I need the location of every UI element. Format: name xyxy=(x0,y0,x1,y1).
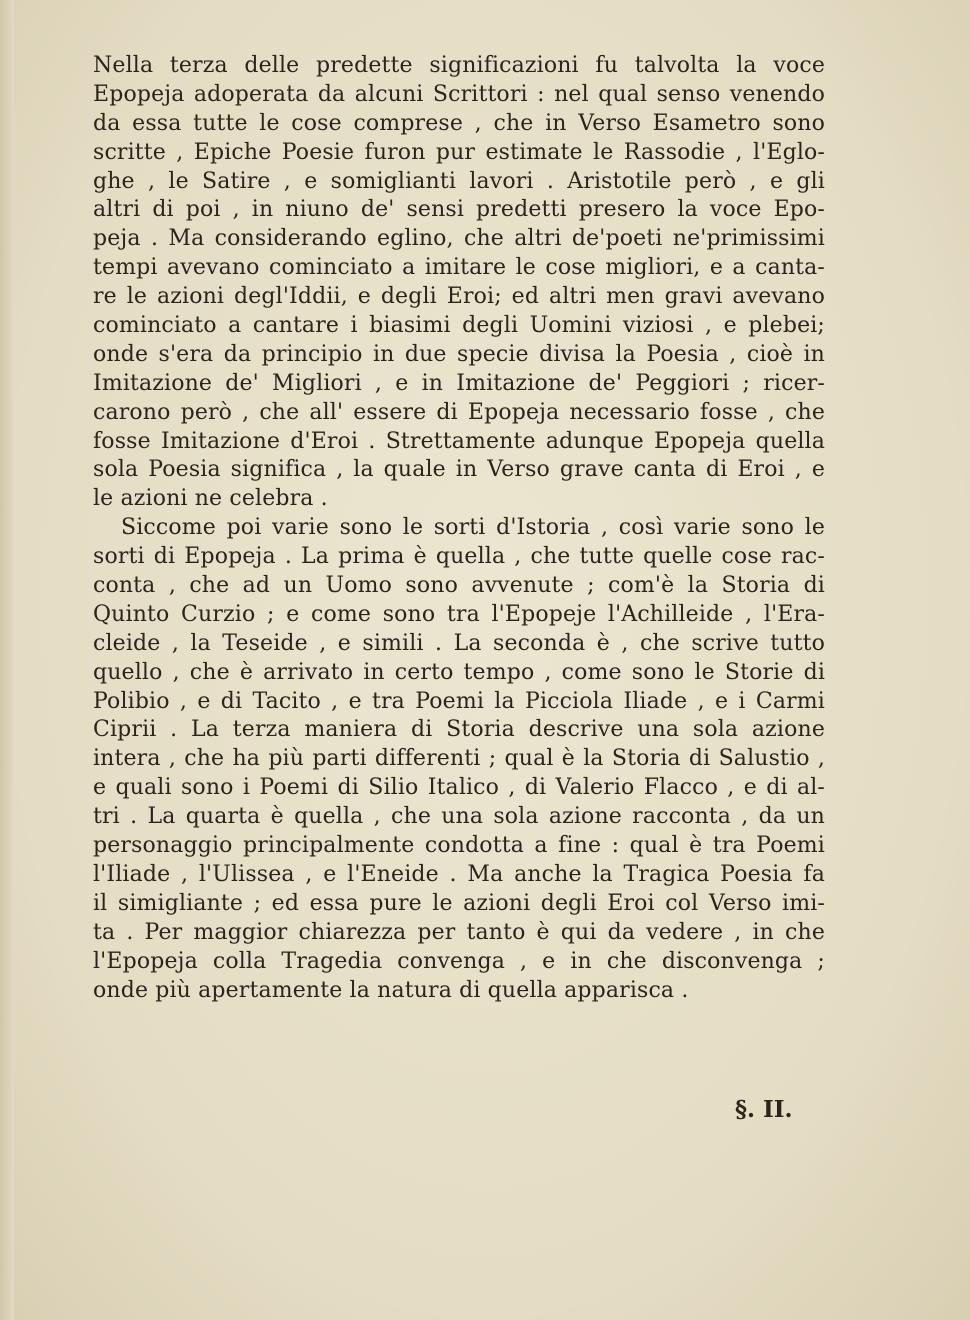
text-line: il simigliante ; ed essa pure le azioni degli Eroi col Verso imi- xyxy=(93,890,825,916)
text-line: intera , che ha più parti differenti ; qual è la Storia di Salustio , xyxy=(93,746,825,772)
text-line: onde più apertamente la natura di quella apparisca . xyxy=(93,977,689,1003)
text-line: onde s'era da principio in due specie divisa la Poesia , cioè in xyxy=(93,341,825,367)
text-line: peja . Ma considerando eglino, che altri de'poeti ne'primissimi xyxy=(93,226,825,252)
text-line: l'Iliade , l'Ulissea , e l'Eneide . Ma anche la Tragica Poesia fa xyxy=(93,861,825,887)
text-line: carono però , che all' essere di Epopeja necessario fosse , che xyxy=(93,399,825,425)
text-line: quello , che è arrivato in certo tempo , come sono le Storie di xyxy=(93,659,825,685)
text-line: tempi avevano cominciato a imitare le cose migliori, e a canta- xyxy=(93,255,825,281)
text-line: fosse Imitazione d'Eroi . Strettamente adunque Epopeja quella xyxy=(93,428,825,454)
text-line: ta . Per maggior chiarezza per tanto è qui da vedere , in che xyxy=(93,919,825,945)
text-line: altri di poi , in niuno de' sensi predetti presero la voce Epo- xyxy=(93,197,825,223)
text-line: tri . La quarta è quella , che una sola azione racconta , da un xyxy=(93,804,825,830)
text-line: le azioni ne celebra . xyxy=(93,486,328,512)
text-line: l'Epopeja colla Tragedia convenga , e in che disconvenga ; xyxy=(93,948,825,974)
text-line: Quinto Curzio ; e come sono tra l'Epopeje l'Achilleide , l'Era- xyxy=(93,601,825,627)
text-line: Siccome poi varie sono le sorti d'Istoria , così varie sono le xyxy=(121,515,825,541)
text-line: Nella terza delle predette significazioni fu talvolta la voce xyxy=(93,53,825,78)
text-line: Epopeja adoperata da alcuni Scrittori : nel qual senso venendo xyxy=(93,81,825,107)
body-text xyxy=(93,52,825,1005)
text-line: Ciprii . La terza maniera di Storia descrive una sola azione xyxy=(93,717,825,743)
text-line: conta , che ad un Uomo sono avvenute ; com'è la Storia di xyxy=(93,573,825,599)
page-gutter xyxy=(0,0,14,1320)
text-line: sola Poesia significa , la quale in Verso grave canta di Eroi , e xyxy=(93,457,825,483)
text-line: da essa tutte le cose comprese , che in Verso Esametro sono xyxy=(93,110,825,136)
text-line: sorti di Epopeja . La prima è quella , che tutte quelle cose rac- xyxy=(93,544,825,570)
text-line: cleide , la Teseide , e simili . La seconda è , che scrive tutto xyxy=(93,630,825,656)
text-line: Imitazione de' Migliori , e in Imitazione de' Peggiori ; ricer- xyxy=(93,370,825,396)
text-line: Polibio , e di Tacito , e tra Poemi la Picciola Iliade , e i Carmi xyxy=(93,688,825,714)
text-line: ghe , le Satire , e somiglianti lavori . Aristotile però , e gli xyxy=(93,168,825,194)
text-line: re le azioni degl'Iddii, e degli Eroi; ed altri men gravi avevano xyxy=(93,284,825,310)
text-line: personaggio principalmente condotta a fine : qual è tra Poemi xyxy=(93,833,825,859)
catchword: §. II. xyxy=(735,1096,793,1123)
text-line: e quali sono i Poemi di Silio Italico , di Valerio Flacco , e di al- xyxy=(93,775,825,801)
text-line: scritte , Epiche Poesie furon pur estimate le Rassodie , l'Eglo- xyxy=(93,139,825,165)
text-line: cominciato a cantare i biasimi degli Uomini viziosi , e plebei; xyxy=(93,313,825,339)
